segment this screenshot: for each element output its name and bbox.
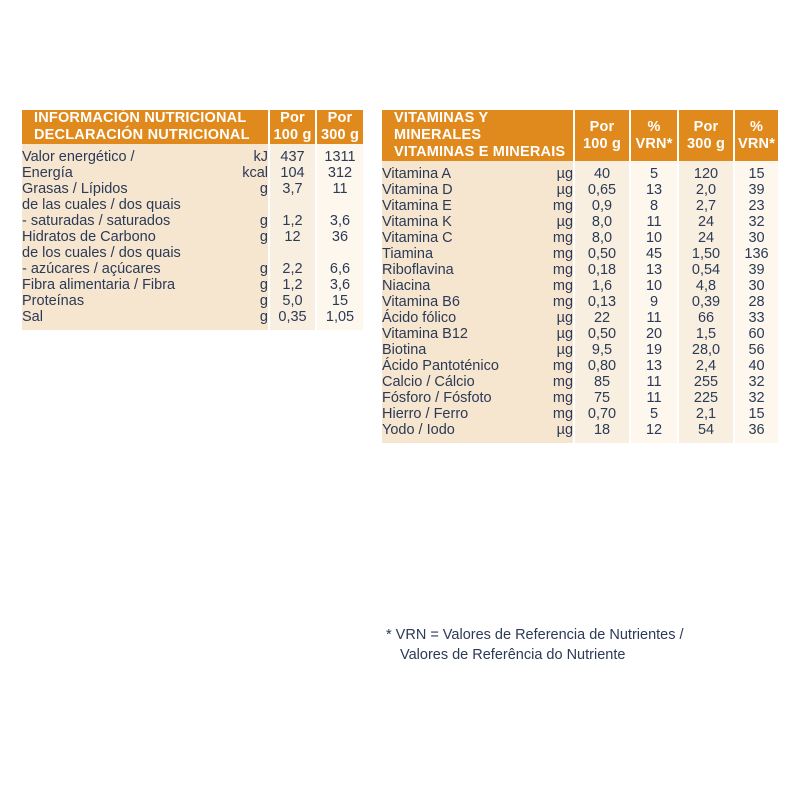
right-col1-line1: Por <box>589 118 615 135</box>
row-label: Vitamina B6 <box>382 294 534 310</box>
row-value-300g <box>316 197 363 213</box>
vrn-footnote <box>386 625 786 665</box>
row-value-100g: 18 <box>574 422 630 438</box>
right-col2-line2: VRN* <box>635 135 673 152</box>
row-label: Sal <box>22 309 212 325</box>
row-vrn-300g: 60 <box>734 326 778 342</box>
left-table <box>22 110 363 330</box>
row-value-100g: 0,80 <box>574 358 630 374</box>
table-row <box>382 422 778 438</box>
row-vrn-300g: 39 <box>734 262 778 278</box>
row-value-300g: 24 <box>678 230 734 246</box>
row-vrn-300g: 32 <box>734 214 778 230</box>
row-value-100g: 3,7 <box>269 181 316 197</box>
row-value-100g: 85 <box>574 374 630 390</box>
row-label: - azúcares / açúcares <box>22 261 212 277</box>
table-row <box>22 261 363 277</box>
row-value-300g: 2,1 <box>678 406 734 422</box>
row-value-300g: 0,39 <box>678 294 734 310</box>
left-table-title <box>22 110 269 144</box>
left-col2-line2: 300 g <box>320 127 360 143</box>
row-value-300g: 255 <box>678 374 734 390</box>
row-value-100g: 22 <box>574 310 630 326</box>
row-label: Fósforo / Fósfoto <box>382 390 534 406</box>
row-value-300g: 36 <box>316 229 363 245</box>
row-value-100g <box>269 245 316 261</box>
row-unit: mg <box>534 262 574 278</box>
right-header-col-vrn300 <box>734 110 778 161</box>
row-unit: g <box>212 293 269 309</box>
row-label: Ácido fólico <box>382 310 534 326</box>
row-label: Vitamina C <box>382 230 534 246</box>
row-vrn-100g: 5 <box>630 406 678 422</box>
row-unit: g <box>212 181 269 197</box>
row-value-300g: 225 <box>678 390 734 406</box>
row-value-300g <box>316 245 363 261</box>
row-value-100g: 1,2 <box>269 277 316 293</box>
row-label: Vitamina E <box>382 198 534 214</box>
row-vrn-100g: 11 <box>630 390 678 406</box>
row-label: Fibra alimentaria / Fibra <box>22 277 212 293</box>
row-value-100g: 0,70 <box>574 406 630 422</box>
row-vrn-100g: 45 <box>630 246 678 262</box>
row-value-100g: 0,65 <box>574 182 630 198</box>
table-row <box>382 342 778 358</box>
row-value-300g: 1,5 <box>678 326 734 342</box>
row-label: de los cuales / dos quais <box>22 245 212 261</box>
row-unit: µg <box>534 310 574 326</box>
table-row <box>382 198 778 214</box>
row-unit: mg <box>534 198 574 214</box>
row-label: Tiamina <box>382 246 534 262</box>
row-value-300g: 4,8 <box>678 278 734 294</box>
row-value-100g: 5,0 <box>269 293 316 309</box>
row-vrn-100g: 10 <box>630 230 678 246</box>
vitamins-minerals-table <box>382 110 778 443</box>
row-vrn-100g: 11 <box>630 374 678 390</box>
row-vrn-100g: 12 <box>630 422 678 438</box>
right-header-col-vrn100 <box>630 110 678 161</box>
row-vrn-300g: 39 <box>734 182 778 198</box>
row-value-100g: 8,0 <box>574 230 630 246</box>
row-value-300g: 1,50 <box>678 246 734 262</box>
row-value-300g: 1,05 <box>316 309 363 325</box>
right-table-title <box>382 110 574 161</box>
row-vrn-300g: 136 <box>734 246 778 262</box>
row-unit <box>212 245 269 261</box>
right-col4-line2: VRN* <box>737 135 776 152</box>
left-col2-line1: Por <box>327 110 353 126</box>
row-vrn-100g: 13 <box>630 182 678 198</box>
left-col1-line1: Por <box>280 110 305 126</box>
right-table-header-row <box>382 110 778 161</box>
right-col3-line1: Por <box>693 118 719 135</box>
table-row <box>382 310 778 326</box>
left-table-header-row <box>22 110 363 144</box>
table-row <box>382 278 778 294</box>
row-unit: mg <box>534 294 574 310</box>
row-value-100g: 75 <box>574 390 630 406</box>
row-vrn-100g: 5 <box>630 166 678 182</box>
row-vrn-300g: 30 <box>734 230 778 246</box>
row-vrn-300g: 28 <box>734 294 778 310</box>
left-title-line2: DECLARACIÓN NUTRICIONAL <box>34 127 250 143</box>
row-value-100g: 437 <box>269 149 316 165</box>
table-row <box>22 229 363 245</box>
row-label: Biotina <box>382 342 534 358</box>
row-value-100g: 0,35 <box>269 309 316 325</box>
row-unit: mg <box>534 246 574 262</box>
table-row <box>22 245 363 261</box>
row-vrn-100g: 11 <box>630 214 678 230</box>
row-value-300g: 2,7 <box>678 198 734 214</box>
row-vrn-300g: 40 <box>734 358 778 374</box>
row-value-300g: 312 <box>316 165 363 181</box>
row-unit: µg <box>534 166 574 182</box>
row-label: de las cuales / dos quais <box>22 197 212 213</box>
right-table <box>382 110 778 443</box>
left-col1-line2: 100 g <box>273 127 312 143</box>
row-value-100g: 12 <box>269 229 316 245</box>
row-vrn-300g: 33 <box>734 310 778 326</box>
row-unit: mg <box>534 374 574 390</box>
right-spacer-bottom <box>382 438 778 443</box>
row-vrn-100g: 20 <box>630 326 678 342</box>
row-unit: µg <box>534 422 574 438</box>
table-row <box>382 374 778 390</box>
right-col1-line2: 100 g <box>582 135 622 152</box>
left-title-line1: INFORMACIÓN NUTRICIONAL <box>34 110 247 126</box>
row-value-100g <box>269 197 316 213</box>
row-value-100g: 0,9 <box>574 198 630 214</box>
table-row <box>382 262 778 278</box>
row-vrn-300g: 15 <box>734 406 778 422</box>
row-label: Vitamina K <box>382 214 534 230</box>
row-vrn-100g: 8 <box>630 198 678 214</box>
row-value-300g: 2,0 <box>678 182 734 198</box>
row-unit: µg <box>534 182 574 198</box>
footnote-line2: Valores de Referência do Nutriente <box>400 647 626 663</box>
left-header-col-100g <box>269 110 316 144</box>
row-label: Niacina <box>382 278 534 294</box>
row-vrn-300g: 30 <box>734 278 778 294</box>
row-vrn-300g: 32 <box>734 374 778 390</box>
row-label: Grasas / Lípidos <box>22 181 212 197</box>
row-value-300g: 6,6 <box>316 261 363 277</box>
row-value-300g: 3,6 <box>316 277 363 293</box>
right-col4-line1: % <box>749 118 764 135</box>
row-label: Proteínas <box>22 293 212 309</box>
table-row <box>382 358 778 374</box>
table-row <box>382 166 778 182</box>
row-unit: mg <box>534 406 574 422</box>
row-value-300g: 3,6 <box>316 213 363 229</box>
row-value-300g: 0,54 <box>678 262 734 278</box>
row-label: Hidratos de Carbono <box>22 229 212 245</box>
row-vrn-300g: 32 <box>734 390 778 406</box>
row-unit: kJ <box>212 149 269 165</box>
table-row <box>22 293 363 309</box>
row-label: Valor energético / <box>22 149 212 165</box>
row-value-100g: 8,0 <box>574 214 630 230</box>
row-unit: mg <box>534 390 574 406</box>
right-title-line1: VITAMINAS Y MINERALES <box>394 110 489 143</box>
row-label: Hierro / Ferro <box>382 406 534 422</box>
row-value-300g: 54 <box>678 422 734 438</box>
table-row <box>382 406 778 422</box>
table-row <box>382 246 778 262</box>
table-row <box>22 197 363 213</box>
row-value-300g: 1311 <box>316 149 363 165</box>
row-value-100g: 0,18 <box>574 262 630 278</box>
table-row <box>22 165 363 181</box>
row-label: Calcio / Cálcio <box>382 374 534 390</box>
row-vrn-100g: 11 <box>630 310 678 326</box>
table-row <box>22 181 363 197</box>
row-unit: mg <box>534 230 574 246</box>
row-unit: mg <box>534 358 574 374</box>
row-label: Riboflavina <box>382 262 534 278</box>
row-label: Energía <box>22 165 212 181</box>
right-header-col-300g <box>678 110 734 161</box>
row-vrn-100g: 13 <box>630 358 678 374</box>
row-vrn-100g: 13 <box>630 262 678 278</box>
row-unit: g <box>212 261 269 277</box>
row-label: Vitamina D <box>382 182 534 198</box>
table-row <box>382 214 778 230</box>
row-value-100g: 2,2 <box>269 261 316 277</box>
row-value-300g: 15 <box>316 293 363 309</box>
row-unit <box>212 197 269 213</box>
row-value-300g: 24 <box>678 214 734 230</box>
row-value-100g: 1,2 <box>269 213 316 229</box>
row-unit: µg <box>534 326 574 342</box>
table-row <box>382 390 778 406</box>
row-value-100g: 0,50 <box>574 326 630 342</box>
row-value-100g: 0,13 <box>574 294 630 310</box>
table-row <box>22 213 363 229</box>
row-label: Vitamina B12 <box>382 326 534 342</box>
left-spacer-bottom <box>22 325 363 330</box>
row-unit: µg <box>534 342 574 358</box>
row-value-100g: 9,5 <box>574 342 630 358</box>
table-row <box>382 294 778 310</box>
row-value-100g: 0,50 <box>574 246 630 262</box>
table-row <box>382 182 778 198</box>
row-value-100g: 1,6 <box>574 278 630 294</box>
row-label: Ácido Pantoténico <box>382 358 534 374</box>
row-unit: kcal <box>212 165 269 181</box>
right-col2-line1: % <box>647 118 661 135</box>
row-vrn-100g: 9 <box>630 294 678 310</box>
row-value-300g: 28,0 <box>678 342 734 358</box>
row-value-100g: 104 <box>269 165 316 181</box>
row-vrn-300g: 36 <box>734 422 778 438</box>
right-col3-line2: 300 g <box>686 135 726 152</box>
row-vrn-300g: 56 <box>734 342 778 358</box>
table-row <box>382 326 778 342</box>
row-value-300g: 66 <box>678 310 734 326</box>
row-vrn-100g: 10 <box>630 278 678 294</box>
row-value-300g: 120 <box>678 166 734 182</box>
right-header-col-100g <box>574 110 630 161</box>
row-vrn-100g: 19 <box>630 342 678 358</box>
row-unit: g <box>212 309 269 325</box>
row-label: - saturadas / saturados <box>22 213 212 229</box>
row-value-100g: 40 <box>574 166 630 182</box>
table-row <box>22 149 363 165</box>
nutrition-information-table <box>22 110 363 330</box>
row-label: Vitamina A <box>382 166 534 182</box>
row-vrn-300g: 23 <box>734 198 778 214</box>
footnote-line1: * VRN = Valores de Referencia de Nutrientes / <box>386 627 684 643</box>
row-unit: g <box>212 213 269 229</box>
table-row <box>382 230 778 246</box>
table-row <box>22 277 363 293</box>
table-row <box>22 309 363 325</box>
row-value-300g: 11 <box>316 181 363 197</box>
row-vrn-300g: 15 <box>734 166 778 182</box>
row-unit: µg <box>534 214 574 230</box>
row-unit: g <box>212 277 269 293</box>
row-unit: g <box>212 229 269 245</box>
left-header-col-300g <box>316 110 363 144</box>
row-label: Yodo / Iodo <box>382 422 534 438</box>
right-title-line2: VITAMINAS E MINERAIS <box>394 144 566 160</box>
row-unit: mg <box>534 278 574 294</box>
row-value-300g: 2,4 <box>678 358 734 374</box>
